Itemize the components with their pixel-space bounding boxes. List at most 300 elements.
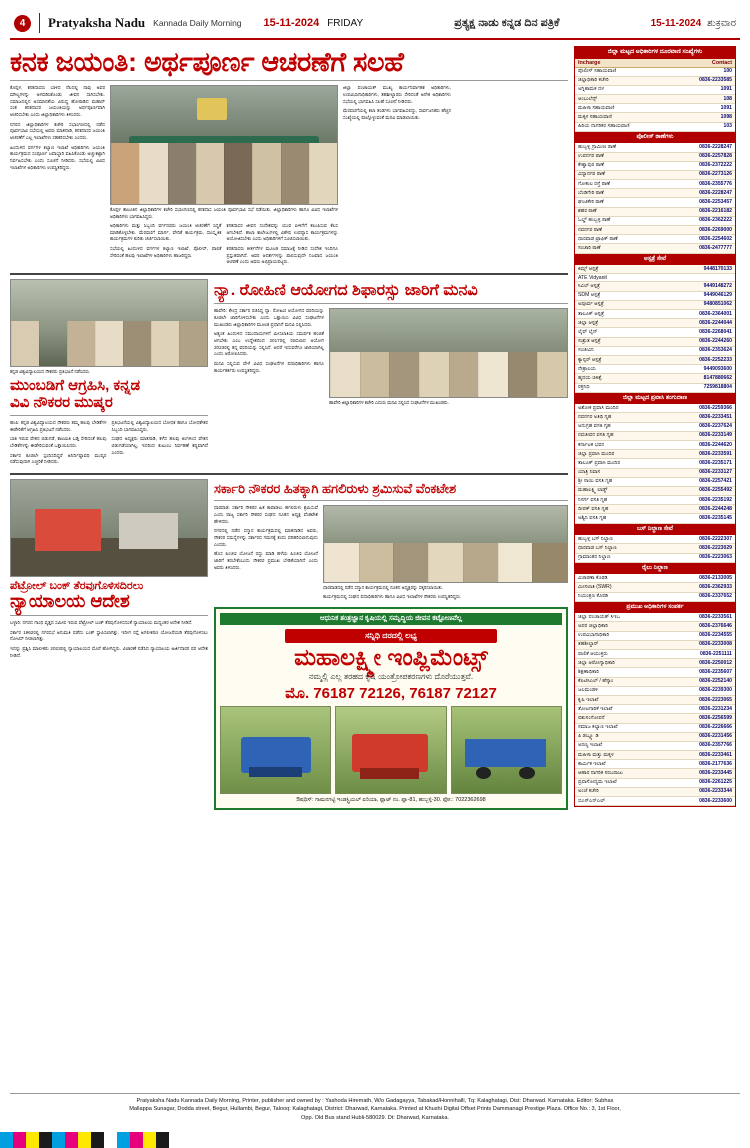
story4-block [214, 479, 568, 809]
col-contact: Contact [711, 59, 732, 66]
entry-phone[interactable]: 9449093600 [703, 365, 732, 372]
lead-column-1 [10, 85, 105, 269]
paragraph: ಸರ್ಕಾರ 1962ರಲ್ಲಿ ನಗರಸಭೆ ಅನುಮತಿ ಪಡೆದು ಬಂಕ್ ಸ್ಥಾಪಿಸಲಾಗಿತ್ತು. ಇದೀಗ ರಸ್ತೆ ಅಗಲೀಕರಣ ಯೋಜನೆಯಡಿ ತೆರವುಗೊಳಿಸಲು ನೋಟಿಸ್ ನೀಡಲಾಗಿತ್ತು. [10, 629, 208, 642]
directory-row [575, 226, 735, 235]
entry-phone[interactable]: 0836-2252233 [699, 356, 732, 363]
story-kannada-vv [10, 279, 208, 469]
story4-column-2 [323, 594, 568, 601]
story5-title-line1: ಪೆಟ್ರೋಲ್ ಬಂಕ್ ತೆರವುಗೊಳಿಸದಿರಲು [10, 580, 144, 593]
entry-phone[interactable]: 0836-2228247 [699, 143, 732, 150]
entry-name: ವಿಚಾರಣಾ ಕೊಠಡಿ [578, 574, 608, 581]
directory-sidebar [574, 46, 736, 1086]
story2-caption: ಹಾವೇರಿ ಜಿಲ್ಲಾಧಿಕಾರಿಗಳ ಕಚೇರಿ ಎದುರು ಮನವಿ ಸಲ್ಲಿಸಿದ ಸಂಘಟನೆಗಳ ಮುಖಂಡರು. [329, 400, 449, 406]
entry-phone[interactable]: 0836-2255492 [699, 487, 732, 494]
directory-section-header: ಪೊಲೀಸ್ ಠಾಣೆಗಳು [575, 132, 735, 144]
color-swatch [91, 1132, 104, 1148]
entry-phone[interactable]: 0836-2244044 [699, 319, 732, 326]
entry-phone[interactable]: 0836-2235192 [699, 496, 732, 503]
entry-phone[interactable]: 0836-2233585 [699, 77, 732, 84]
lead-story [10, 85, 568, 269]
color-swatch [52, 1132, 65, 1148]
paper-name: Pratyaksha Nadu [48, 15, 146, 30]
entry-phone[interactable]: 0836-2268041 [699, 328, 732, 335]
directory-row [575, 365, 735, 374]
entry-name: ರಕ್ತನಿಧಿ [578, 384, 590, 391]
directory-row [575, 668, 735, 677]
masthead-kannada-name: ಪ್ರತ್ಯಕ್ಷ ನಾಡು ಕನ್ನಡ ದಿನ ಪತ್ರಿಕೆ [454, 16, 560, 29]
entry-name: ಶಿಕ್ಷಣಾಧಿಕಾರಿ [578, 668, 599, 675]
entry-name: ಸಂಜೀವಿನಿ [578, 347, 594, 354]
entry-name: ಕರ್ನಾಟಕ ಭವನ [578, 441, 605, 448]
directory-row [575, 113, 735, 122]
story4-column-1 [214, 505, 318, 603]
entry-phone[interactable]: 1098 [720, 114, 732, 121]
paragraph: ನಗರದಲ್ಲಿ ನಡೆದ ಸನ್ಮಾನ ಕಾರ್ಯಕ್ರಮದಲ್ಲಿ ಮಾತನಾಡಿದ ಅವರು, ನೌಕರರ ಸಮಸ್ಯೆಗಳನ್ನು ಸರ್ಕಾರದ ಗಮನಕ್ಕೆ ತಂದು ಪರಿಹರಿಸಲಾಗುವುದು ಎಂದರು. [214, 528, 318, 547]
directory-row [575, 496, 735, 505]
lead-photo [110, 85, 338, 205]
directory-row [575, 292, 735, 301]
color-swatch [143, 1132, 156, 1148]
entry-name: ಗೋಕುಲ ರಸ್ತೆ ಠಾಣೆ [578, 180, 610, 187]
ad-title: ಮಹಾಲಕ್ಷ್ಮೀ ಇಂಪ್ಲಿಮೆಂಟ್ಸ್ [294, 644, 488, 671]
directory-row [575, 162, 735, 171]
entry-name: ನಿಸರ್ಗ ವಸತಿ ಗೃಹ [578, 496, 608, 503]
entry-name: ಅನುಗ್ರಹ ವಸತಿ ಗೃಹ [578, 423, 611, 430]
color-swatch [78, 1132, 91, 1148]
entry-name: ಸಮಾಜ ಕಲ್ಯಾಣ ಇಲಾಖೆ [578, 724, 618, 731]
paragraph: ಕನಕದಾಸರು ಕೀರ್ತನೆಗಳ ಮೂಲಕ ಸಮಾಜಕ್ಕೆ ನೀಡಿದ ಸಂದೇಶ ಇಂದಿಗೂ ಪ್ರಸ್ತುತವಾಗಿದೆ. ಅವರ ಆದರ್ಶಗಳನ್ನು ಪಾಲಿಸುವುದೇ ನಿಜವಾದ ಜಯಂತಿ ಆಚರಣೆ ಎಂದು ಅವರು ಅಭಿಪ್ರಾಯಪಟ್ಟರು. [226, 245, 338, 265]
entry-phone[interactable]: 1091 [720, 104, 732, 111]
story3-title-line2: ವಿವಿ ನೌಕರರ ಮುಷ್ಕರ [10, 393, 113, 411]
entry-phone[interactable]: 0836-2355776 [699, 180, 732, 187]
entry-phone[interactable]: 0836-2364001 [699, 310, 732, 317]
directory-row [575, 404, 735, 413]
entry-name: ಉಪನಗರ ಠಾಣೆ [578, 153, 604, 160]
directory-row [575, 68, 735, 77]
entry-name: ದೀಪಕ್ ವಸತಿ ಗೃಹ [578, 505, 609, 512]
entry-phone[interactable]: 0836-2251111 [699, 650, 732, 657]
entry-name: ಜಿಲ್ಲಾ ಪ್ರವಾಸಿ ಮಂದಿರ [578, 450, 615, 457]
color-swatch [117, 1132, 130, 1148]
entry-phone[interactable]: 0836-2237624 [699, 423, 732, 430]
entry-phone[interactable]: 0836-2244620 [699, 441, 732, 448]
entry-name: ತಾಲೂಕ್ ಪ್ರವಾಸಿ ಮಂದಿರ [578, 459, 621, 466]
entry-phone[interactable]: 0836-2223065 [699, 696, 732, 703]
entry-phone[interactable]: 0836-2233008 [699, 641, 732, 648]
paragraph: ಕಾರ್ಯಕ್ರಮದಲ್ಲಿ ಸಂಘದ ಪದಾಧಿಕಾರಿಗಳು ಹಾಗೂ ವಿವಿಧ ಇಲಾಖೆಗಳ ನೌಕರರು ಉಪಸ್ಥಿತರಿದ್ದರು. [323, 593, 462, 599]
entry-name: ಕೃಷಿ ಇಲಾಖೆ [578, 696, 599, 703]
directory-row [575, 779, 735, 788]
entry-phone[interactable]: 9449046129 [703, 292, 732, 299]
entry-phone[interactable]: 0836-2261225 [699, 779, 732, 786]
story3-title-line1: ಮುಂಬಡಿಗೆ ಆಗ್ರಹಿಸಿ, ಕನ್ನಡ [10, 377, 141, 395]
paragraph: ಸರ್ಕಾರ ಕೂಡಲೇ ಸ್ಪಂದಿಸದಿದ್ದರೆ ಅನಿರ್ದಿಷ್ಟಾವಧಿ ಮುಷ್ಕರ ನಡೆಸುವುದಾಗಿ ಎಚ್ಚರಿಕೆ ನೀಡಿದರು. [10, 452, 107, 465]
entry-name: ಆಂಬುಲೆನ್ಸ್ [578, 95, 598, 102]
color-swatch [26, 1132, 39, 1148]
entry-name: ಪಿ ಡಬ್ಲ್ಯೂ ಡಿ [578, 733, 599, 740]
color-swatch [13, 1132, 26, 1148]
masthead-day: FRIDAY [327, 17, 364, 29]
story3-column-2 [112, 420, 209, 469]
entry-phone[interactable]: 0836-2244260 [699, 338, 732, 345]
directory-row [575, 143, 735, 152]
story5-block [10, 479, 208, 809]
entry-phone[interactable]: 103 [723, 123, 732, 130]
entry-name: ಸಂಚಾರಿ ಠಾಣೆ [578, 244, 601, 251]
entry-phone[interactable]: 0836-2222307 [699, 535, 732, 542]
directory-row [575, 384, 735, 393]
paragraph: ನಗರದ ಜಿಲ್ಲಾಧಿಕಾರಿಗಳ ಕಚೇರಿ ಸಭಾಂಗಣದಲ್ಲಿ ನಡೆದ ಪೂರ್ವಭಾವಿ ಸಭೆಯಲ್ಲಿ ಅವರು ಮಾತನಾಡಿ, ಕನಕದಾಸರ ಜಯಂತಿ ಆಚರಣೆಗೆ ಎಲ್ಲ ಇಲಾಖೆಗಳು ಸಹಕರಿಸಬೇಕು ಎಂದರು. [10, 121, 105, 140]
entry-name: ಮಹಾಲಕ್ಷ್ಮಿ ಲಾಡ್ಜ್ [578, 487, 608, 494]
story-rohini-commission [214, 279, 568, 469]
entry-name: ಶಹರ ಠಾಣೆ [578, 208, 597, 215]
directory-row [575, 77, 735, 86]
col-incharge: Incharge [578, 59, 601, 66]
entry-phone[interactable]: 0836-2233344 [699, 788, 732, 795]
paragraph: ಬಾಕಿ ಇರುವ ವೇತನ ಬಿಡುಗಡೆ, ಕಾಲಮಿತಿ ಬಡ್ತಿ ಸೇರಿದಂತೆ ಹಲವು ಬೇಡಿಕೆಗಳನ್ನು ಈಡೇರಿಸುವಂತೆ ಒತ್ತಾಯಿಸಿದರು. [10, 436, 107, 449]
directory-row [575, 319, 735, 328]
entry-name: ಪಶುಸಂಗೋಪನೆ [578, 714, 605, 721]
entry-phone[interactable]: 0836-2233445 [699, 770, 732, 777]
paragraph: ಪ್ರತಿಭಟನೆಯಲ್ಲಿ ವಿಶ್ವವಿದ್ಯಾಲಯದ ಬೋಧಕ ಹಾಗೂ ಬೋಧಕೇತರ ಸಿಬ್ಬಂದಿ ಭಾಗವಹಿಸಿದ್ದರು. [111, 420, 208, 432]
directory-row [575, 189, 735, 198]
color-swatch [156, 1132, 169, 1148]
directory-row [575, 659, 735, 668]
directory-row [575, 469, 735, 478]
entry-name: ನಿಯಂತ್ರಣ ಕೊಠಡಿ [578, 593, 609, 600]
entry-phone[interactable]: 0836-2233149 [699, 432, 732, 439]
page-number-badge: 4 [14, 15, 31, 32]
directory-row [575, 788, 735, 797]
entry-phone[interactable]: 0836-2253457 [699, 199, 732, 206]
lead-headline: ಕನಕ ಜಯಂತಿ: ಅರ್ಥಪೂರ್ಣ ಆಚರಣೆಗೆ ಸಲಹೆ [10, 46, 568, 81]
directory-row [575, 432, 735, 441]
directory-row [575, 622, 735, 631]
ad-address: ಔಷಧಿಸ್: ಗಾಮನಗಟ್ಟಿ ಇಂಡಸ್ಟ್ರಿಯಲ್ ಏರಿಯಾ, ಪ್ಲಾಟ್ ನಂ. ಪ್ಲಾ-81, ಹುಬ್ಬಳ್ಳಿ-30. ಫೋ.: 7022362698 [296, 796, 486, 803]
entry-phone[interactable]: 0836-2233127 [699, 469, 732, 476]
entry-name: ಕೇಶ್ವಾಪುರ ಠಾಣೆ [578, 162, 604, 169]
entry-name: ಮಕ್ಕಳ ಸಹಾಯವಾಣಿ [578, 114, 612, 121]
story4-title: ಸರ್ಕಾರಿ ನೌಕರರ ಹಿತಕ್ಕಾಗಿ ಹಗಲಿರುಳು ಶ್ರಮಿಸುವೆ ವೆಂಕಟೇಶ [214, 481, 457, 497]
lead-column-2 [110, 223, 222, 269]
entry-phone[interactable]: 0836-2244248 [699, 505, 732, 512]
entry-name: ಬಿಎಸ್ಎನ್ಎಲ್ [578, 797, 606, 804]
directory-row [575, 742, 735, 751]
story5-photo [10, 479, 208, 577]
entry-name: ಸಿವಿಲ್ ಆಸ್ಪತ್ರೆ [578, 283, 600, 290]
entry-phone[interactable]: 7259818804 [703, 384, 732, 391]
directory-row [575, 650, 735, 659]
ad-top-strip: ಆಧುನಿಕ ತಂತ್ರಜ್ಞಾನ ಕೃಷಿಯಲ್ಲಿ ಸಮೃದ್ಧಿಯ ಜೀವನ ಕಟ್ಟೋಣವೆಲ್ಲ [220, 613, 562, 625]
directory-row [575, 265, 735, 274]
entry-phone[interactable]: 9448170133 [703, 265, 732, 272]
color-swatch [104, 1132, 117, 1148]
entry-phone[interactable]: 0836-2133005 [699, 574, 732, 581]
entry-name: ATE Vidyanit [578, 274, 607, 281]
entry-name: ಜಿಲ್ಲಾ ಆಸ್ಪತ್ರೆ [578, 319, 599, 326]
paragraph: ಕನಕದಾಸರ ಜೀವನ ಸಂದೇಶವನ್ನು ಯುವ ಪೀಳಿಗೆಗೆ ತಲುಪಿಸುವ ಕೆಲಸ ಆಗಬೇಕಿದೆ. ಶಾಲಾ ಕಾಲೇಜುಗಳಲ್ಲಿ ವಿಶೇಷ ಉಪನ್ಯಾಸ ಕಾರ್ಯಕ್ರಮಗಳನ್ನು ಆಯೋಜಿಸಬೇಕು ಎಂದು ಅಧಿಕಾರಿಗಳಿಗೆ ಸೂಚಿಸಲಾಯಿತು. [226, 222, 338, 242]
directory-row [575, 104, 735, 113]
directory-row [575, 535, 735, 544]
entry-name: ಜಲಮಂಡಳಿ [578, 687, 598, 694]
ad-product-image-trailer [451, 706, 562, 794]
directory-row [575, 705, 735, 714]
ad-product-images [220, 706, 562, 794]
entry-phone[interactable]: 0836-2231234 [699, 705, 732, 712]
entry-phone[interactable]: 0836-2231456 [699, 733, 732, 740]
directory-row [575, 769, 735, 778]
entry-phone[interactable]: 0836-2376646 [699, 623, 732, 630]
entry-name: ಅಪರ ಜಿಲ್ಲಾಧಿಕಾರಿ [578, 623, 608, 630]
directory-row [575, 751, 735, 760]
entry-name: ಹುಬ್ಬಳ್ಳಿ ಗ್ರಾಮೀಣ ಠಾಣೆ [578, 143, 617, 150]
entry-name: ಯಾತ್ರಿ ನಿವಾಸ [578, 469, 601, 476]
footer-line-3: Opp. Old Bus stand Hubli-580029. Dt: Dharwad, Karnataka. [300, 1114, 449, 1121]
entry-phone[interactable]: 0836-2235145 [699, 515, 732, 522]
entry-phone[interactable]: 0836-2223063 [699, 554, 732, 561]
masthead-date: 15-11-2024 [263, 17, 320, 29]
story4-photo [323, 505, 568, 583]
footer-line-2: Mallappa Sunagar, Dodda street, Begur, Hullambi, Begur, Talooq: Kalaghatagi, District: Dharwad, Karnataka. Printed at Khushi Digital Offset Prints Dammanagi Prestige Plaza. Office No.: 3, 1st Floor, [129, 1106, 621, 1113]
main-content [10, 46, 568, 1086]
entry-phone[interactable]: 0836-2250012 [699, 659, 732, 666]
page-footer [10, 1093, 740, 1122]
entry-name: ಹಿರಿಯ ನಾಗರಿಕರ ಸಹಾಯವಾಣಿ [578, 123, 630, 130]
masthead [10, 10, 740, 40]
directory-row [575, 274, 735, 282]
entry-phone[interactable]: 0836-2233451 [699, 413, 732, 420]
entry-name: ನವಜೀವನ ವಸತಿ ಗೃಹ [578, 432, 614, 439]
directory-row [575, 760, 735, 769]
directory-row [575, 641, 735, 650]
entry-phone[interactable]: 0836-2269000 [699, 226, 732, 233]
directory-row [575, 583, 735, 592]
directory-section-header: ಜಿಲ್ಲಾ ಮಟ್ಟದ ಅಧಿಕಾರಿಗಳ ದೂರವಾಣಿ ಸಂಖ್ಯೆಗಳು [575, 47, 735, 59]
directory-row [575, 450, 735, 459]
directory-row [575, 544, 735, 553]
directory-row [575, 413, 735, 422]
masthead-right [651, 18, 736, 29]
directory-row [575, 687, 735, 696]
directory-section-header: ಬಸ್ ನಿಲ್ದಾಣ ಸೇವೆ [575, 524, 735, 536]
directory-row [575, 514, 735, 523]
color-swatch [39, 1132, 52, 1148]
entry-phone[interactable]: 0836-2357766 [699, 742, 732, 749]
paragraph: ಅಧಿಕಾರಿಗಳು ಮತ್ತು ಸಿಬ್ಬಂದಿ ವರ್ಗದವರು ಜಯಂತಿ ಆಚರಣೆಗೆ ಸಿದ್ಧತೆ ಮಾಡಿಕೊಳ್ಳಬೇಕು. ಮೆರವಣಿಗೆ ಮಾರ್ಗ, ವೇದಿಕೆ ಕಾರ್ಯಕ್ರಮ, ಸಾಂಸ್ಕೃತಿಕ ಕಾರ್ಯಕ್ರಮಗಳ ಕುರಿತು ಚರ್ಚಿಸಲಾಯಿತು. [110, 222, 222, 242]
paragraph: ಅತ್ಯಂತ ಹಿಂದುಳಿದ ಸಮುದಾಯಗಳಿಗೆ ಮೀಸಲಾತಿಯ ಸಮರ್ಪಕ ಹಂಚಿಕೆ ಆಗಬೇಕು ಎಂಬ ಉದ್ದೇಶದಿಂದ 2017ರಲ್ಲಿ ರಚಿಸಲಾದ ಆಯೋಗ 2023ರಲ್ಲಿ ತನ್ನ ವರದಿಯನ್ನು ಸಲ್ಲಿಸಿದೆ. ಆದರೆ ಇದುವರೆಗೂ ಜಾರಿಯಾಗಿಲ್ಲ ಎಂದು ಆರೋಪಿಸಿದರು. [214, 331, 324, 357]
entry-name: ಕಾರ್ಮಿಕ ಇಲಾಖೆ [578, 760, 606, 767]
entry-name: ಧಾರವಾಡ ಟ್ರಾಫಿಕ್ ಠಾಣೆ [578, 235, 618, 242]
directory-row [575, 574, 735, 583]
directory-row [575, 328, 735, 337]
entry-phone[interactable]: 0836-2223029 [699, 544, 732, 551]
entry-phone[interactable]: 0836-2233561 [699, 613, 732, 620]
directory-row [575, 338, 735, 347]
entry-name: ಪೊಲೀಸ್ ಸಹಾಯವಾಣಿ [578, 68, 617, 75]
entry-phone[interactable]: 0836-2257828 [699, 153, 732, 160]
directory-table [574, 46, 736, 807]
entry-phone[interactable]: 0836-2228247 [699, 189, 732, 196]
footer-line-1: Pratyaksha Nadu Kannada Daily Morning, Printer, publisher and owned by : Yashoda Hiremath, W/o Gadagayya, Tabakad/Honnihalli, Tq: Kalaghatagi, Dist: Dharwad. Karnataka. Editor: Subhas [136, 1097, 614, 1104]
directory-row [575, 198, 735, 207]
paragraph: ಜಿಲ್ಲಾ ಪಂಚಾಯತ್ ಮುಖ್ಯ ಕಾರ್ಯನಿರ್ವಾಹಕ ಅಧಿಕಾರಿಗಳು, ಉಪವಿಭಾಗಾಧಿಕಾರಿಗಳು, ತಹಶೀಲ್ದಾರರು ಸೇರಿದಂತೆ ಅನೇಕ ಅಧಿಕಾರಿಗಳು ಸಭೆಯಲ್ಲಿ ಭಾಗವಹಿಸಿ ಸಲಹೆ ಸೂಚನೆ ನೀಡಿದರು. [343, 85, 451, 104]
entry-phone[interactable]: 8147880662 [703, 374, 732, 381]
entry-name: ಹೃದಯ ಚಿಕಿತ್ಸೆ [578, 374, 602, 381]
entry-name: ಸುಶ್ರುತ ಆಸ್ಪತ್ರೆ [578, 338, 601, 345]
directory-row [575, 217, 735, 226]
entry-phone[interactable]: 0836-2233461 [699, 751, 732, 758]
masthead-day-kannada: ಶುಕ್ರವಾರ [707, 17, 736, 29]
entry-phone[interactable]: 0836-2257421 [699, 478, 732, 485]
entry-phone[interactable]: 0836-2216182 [699, 208, 732, 215]
story5-title-line2: ನ್ಯಾಯಾಲಯ ಆದೇಶ [10, 591, 130, 612]
directory-row [575, 171, 735, 180]
directory-section-header: ರೈಲು ನಿಲ್ದಾಣ [575, 563, 735, 575]
entry-name: ಆಹಾರ ನಾಗರಿಕ ಸರಬರಾಜು [578, 770, 623, 777]
story2-title: ನ್ಯಾ. ರೋಹಿಣಿ ಆಯೋಗದ ಶಿಫಾರಸ್ಸು ಜಾರಿಗೆ ಮನವಿ [214, 281, 478, 299]
directory-row [575, 554, 735, 563]
entry-name: ಧಾರವಾಡ ಬಸ್ ನಿಲ್ದಾಣ [578, 544, 617, 551]
directory-column-headers [575, 59, 735, 68]
entry-phone[interactable]: 0836-2259366 [699, 404, 732, 411]
entry-phone[interactable]: 0836-2239300 [699, 687, 732, 694]
color-swatch [0, 1132, 13, 1148]
paragraph: ಹಿಂದುಳಿದ ವರ್ಗಗಳ ಕಲ್ಯಾಣ ಇಲಾಖೆ ಅಧಿಕಾರಿಗಳು ಜಯಂತಿ ಕಾರ್ಯಕ್ರಮದ ಸಂಪೂರ್ಣ ಜವಾಬ್ದಾರಿ ವಹಿಸಿಕೊಂಡು ಅಚ್ಚುಕಟ್ಟಾಗಿ ನಿರ್ವಹಿಸಬೇಕು ಎಂದು ಸೂಚನೆ ನೀಡಿದರು. ಸಭೆಯಲ್ಲಿ ವಿವಿಧ ಇಲಾಖೆಗಳ ಅಧಿಕಾರಿಗಳು ಉಪಸ್ಥಿತರಿದ್ದರು. [10, 144, 105, 170]
directory-row [575, 244, 735, 253]
entry-phone[interactable]: 0836-2233591 [699, 450, 732, 457]
entry-name: ತೋಟಗಾರಿಕೆ ಇಲಾಖೆ [578, 705, 613, 712]
entry-name: ನೇತ್ರಾಲಯ [578, 365, 596, 372]
directory-row [575, 208, 735, 217]
entry-phone[interactable]: 100 [723, 68, 732, 75]
directory-row [575, 356, 735, 365]
story4-caption: ಧಾರವಾಡದಲ್ಲಿ ನಡೆದ ಸನ್ಮಾನ ಕಾರ್ಯಕ್ರಮದಲ್ಲಿ ನೂತನ ಅಧ್ಯಕ್ಷರನ್ನು ಸತ್ಕರಿಸಲಾಯಿತು. [323, 585, 444, 591]
directory-row [575, 423, 735, 432]
directory-row [575, 459, 735, 468]
entry-name: ವಿದ್ಯಾನಗರ ಠಾಣೆ [578, 171, 605, 178]
entry-name: ಜಿಲ್ಲಾ ಪಂಚಾಯತ್ ಸಿಇಒ [578, 613, 621, 620]
entry-name: ಅಪೂರ್ವ ಆಸ್ಪತ್ರೆ [578, 301, 604, 308]
entry-phone[interactable]: 0836-2235607 [699, 668, 732, 675]
entry-name: ಅರಣ್ಯ ಇಲಾಖೆ [578, 742, 603, 749]
directory-row [575, 86, 735, 95]
entry-name: ಮೀಸಲಾತಿ (SWR) [578, 583, 612, 590]
entry-phone[interactable]: 0836-2477777 [699, 244, 732, 251]
entry-name: ಓಲ್ಡ್ ಹುಬ್ಬಳ್ಳಿ ಠಾಣೆ [578, 217, 611, 224]
paragraph: ಹಂಪಿ: ಕನ್ನಡ ವಿಶ್ವವಿದ್ಯಾಲಯದ ನೌಕರರು ತಮ್ಮ ಹಲವು ಬೇಡಿಕೆಗಳ ಈಡೇರಿಕೆಗೆ ಆಗ್ರಹಿಸಿ ಪ್ರತಿಭಟನೆ ನಡೆಸಿದರು. [10, 420, 107, 432]
entry-name: ನವನಗರ ಅತಿಥಿ ಗೃಹ [578, 413, 612, 420]
ad-subtitle: ನಮ್ಮಲ್ಲಿ ಎಲ್ಲ ತರಹದ ಕೃಷಿ ಯಂತ್ರೋಪಕರಣಗಳು ದೊರೆಯುತ್ತವೆ. [308, 671, 474, 681]
entry-name: ಅಂಚೆ ಕಚೇರಿ [578, 788, 599, 795]
paragraph: ಕೊಪ್ಪಳ, ಕನಕದಾಸರು ಬಾಳಿದ ನೆಲದಲ್ಲಿ ನಾವು ಅವರ ಮೌಲ್ಯಗಳನ್ನು ಅಳವಡಿಸಿಕೊಂಡು ಜೀವನ ಸಾಗಿಸಬೇಕು. ಸಮಾಜದಲ್ಲಿನ ಅಸಮಾನತೆಯ ವಿರುದ್ಧ ಹೋರಾಡಿದ ಮಹಾನ್ ಸಂತ ಕನಕದಾಸರ ಜಯಂತಿಯನ್ನು ಅರ್ಥಪೂರ್ಣವಾಗಿ ಆಚರಿಸಬೇಕು ಎಂದು ಜಿಲ್ಲಾಧಿಕಾರಿಗಳು ತಿಳಿಸಿದರು. [10, 85, 105, 117]
entry-phone[interactable]: 0836-2337652 [699, 593, 732, 600]
entry-name: ಕಿಮ್ಸ್ ಆಸ್ಪತ್ರೆ [578, 265, 599, 272]
paragraph: ಹೊಸ ಪಿಂಚಣಿ ಯೋಜನೆ ರದ್ದು ಮಾಡಿ ಹಳೆಯ ಪಿಂಚಣಿ ಯೋಜನೆ ಜಾರಿಗೆ ತರಬೇಕೆಂಬುದು ನೌಕರರ ಪ್ರಮುಖ ಬೇಡಿಕೆಯಾಗಿದೆ ಎಂದು ಅವರು ತಿಳಿಸಿದರು. [214, 551, 318, 570]
paragraph: ಬಳ್ಳಾರಿ: ನಗರದ ಗಾಂಧಿ ವೃತ್ತದ ಸಮೀಪ ಇರುವ ಪೆಟ್ರೋಲ್ ಬಂಕ್ ತೆರವುಗೊಳಿಸದಂತೆ ನ್ಯಾಯಾಲಯ ಮಧ್ಯಂತರ ಆದೇಶ ನೀಡಿದೆ. [10, 620, 193, 626]
masthead-date-right: 15-11-2024 [650, 17, 702, 29]
entry-phone[interactable]: 0836-2372222 [699, 162, 732, 169]
story3-column-1 [10, 420, 107, 469]
directory-row [575, 632, 735, 641]
paragraph: ಇದನ್ನು ಪ್ರಶ್ನಿಸಿ ಮಾಲೀಕರು 2023ರಲ್ಲಿ ನ್ಯಾಯಾಲಯದ ಮೊರೆ ಹೋಗಿದ್ದರು. ವಿಚಾರಣೆ ನಡೆಸಿದ ನ್ಯಾಯಾಲಯ ಅರ್ಜಿದಾರರ ಪರ ಆದೇಶ ನೀಡಿದೆ. [10, 646, 208, 658]
directory-row [575, 347, 735, 356]
entry-name: ಕೆಪಿಟಿಸಿಎಲ್ / ಹೆಸ್ಕಾಂ [578, 678, 614, 685]
directory-row [575, 478, 735, 487]
entry-name: ಗ್ರಾಮಾಂತರ ನಿಲ್ದಾಣ [578, 554, 611, 561]
entry-name: ತಹಶೀಲ್ದಾರ್ [578, 641, 599, 648]
directory-row [575, 95, 735, 104]
lead-column-4 [343, 85, 451, 269]
paper-subtitle: Kannada Daily Morning [153, 18, 242, 28]
paragraph: ಸಭೆಯಲ್ಲಿ ಹಿಂದುಳಿದ ವರ್ಗಗಳ ಕಲ್ಯಾಣ ಇಲಾಖೆ, ಪೊಲೀಸ್, ಪಾಲಿಕೆ ಸೇರಿದಂತೆ ಹಲವು ಇಲಾಖೆಗಳ ಅಧಿಕಾರಿಗಳು ಹಾಜರಿದ್ದರು. [110, 245, 222, 258]
entry-phone[interactable]: 0836-2233600 [699, 797, 732, 804]
entry-name: ಶ್ರೀ ಸಾಯಿ ವಸತಿ ಗೃಹ [578, 478, 613, 485]
directory-section-header: ಪ್ರಮುಖ ಅಧಿಕಾರಿಗಳ ಸಂಪರ್ಕ [575, 602, 735, 614]
ad-ribbon: ಸನ್ನಿಧಿ ದರದಲ್ಲಿ ಲಭ್ಯ [285, 629, 497, 643]
entry-name: ಬೆಂಡಿಗೇರಿ ಠಾಣೆ [578, 189, 604, 196]
entry-phone[interactable]: 9480851062 [703, 301, 732, 308]
lead-column-3 [227, 223, 339, 269]
color-swatch [130, 1132, 143, 1148]
entry-name: SDM ಆಸ್ಪತ್ರೆ [578, 292, 601, 299]
entry-phone[interactable]: 0836-2256599 [699, 714, 732, 721]
ad-phone[interactable]: ಮೊ. 76187 72126, 76187 72127 [285, 684, 497, 702]
entry-phone[interactable]: 0836-2362933 [699, 583, 732, 590]
entry-name: ಘಂಟಿಕೇರಿ ಠಾಣೆ [578, 199, 604, 206]
lead-photo-caption: ಕೊಪ್ಪಳ ತಾಲೂಕಿನ ಜಿಲ್ಲಾಧಿಕಾರಿಗಳ ಕಚೇರಿ ಸಭಾಂಗಣದಲ್ಲಿ ಕನಕದಾಸ ಜಯಂತಿ ಪೂರ್ವಭಾವಿ ಸಭೆ ನಡೆಯಿತು. ಜಿಲ್ಲಾಧಿಕಾರಿಗಳು ಹಾಗೂ ವಿವಿಧ ಇಲಾಖೆಗಳ ಅಧಿಕಾರಿಗಳು ಭಾಗವಹಿಸಿದ್ದರು. [110, 207, 338, 219]
entry-name: ಅಗ್ನಿಶಾಮಕ ದಳ [578, 86, 605, 93]
paragraph: ಮನವಿ ಸಲ್ಲಿಸುವ ವೇಳೆ ವಿವಿಧ ಸಂಘಟನೆಗಳ ಪದಾಧಿಕಾರಿಗಳು ಹಾಗೂ ಕಾರ್ಯಕರ್ತರು ಉಪಸ್ಥಿತರಿದ್ದರು. [214, 361, 324, 373]
directory-row [575, 696, 735, 705]
directory-row [575, 180, 735, 189]
print-color-bar [0, 1132, 750, 1148]
entry-name: ಅಶೋಕ ಪ್ರವಾಸಿ ಮಂದಿರ [578, 404, 619, 411]
entry-name: ನವನಗರ ಠಾಣೆ [578, 226, 603, 233]
entry-phone[interactable]: 0836-2252140 [699, 678, 732, 685]
entry-name: ಪಾಲಿಕೆ ಆಯುಕ್ತರು [578, 650, 608, 657]
paragraph: ಹಾವೇರಿ: ಕೇಂದ್ರ ಸರ್ಕಾರ ರಚಿಸಿದ್ದ ನ್ಯಾ. ರೋಹಿಣಿ ಆಯೋಗದ ವರದಿಯನ್ನು ಕೂಡಲೇ ಜಾರಿಗೊಳಿಸಬೇಕು ಎಂದು ಒತ್ತಾಯಿಸಿ ವಿವಿಧ ಸಂಘಟನೆಗಳ ಮುಖಂಡರು ಜಿಲ್ಲಾಧಿಕಾರಿಗಳ ಮೂಲಕ ಪ್ರಧಾನಿಗೆ ಮನವಿ ಸಲ್ಲಿಸಿದರು. [214, 308, 324, 327]
entry-phone[interactable]: 0836-2362222 [699, 217, 732, 224]
entry-name: ಉಪವಿಭಾಗಾಧಿಕಾರಿ [578, 632, 610, 639]
entry-phone[interactable]: 0836-2273126 [699, 171, 732, 178]
directory-section-header: ಜಿಲ್ಲಾ ಮಟ್ಟದ ಪ್ರವಾಸಿ ತಂಗುದಾಣ [575, 393, 735, 405]
directory-row [575, 301, 735, 310]
entry-name: ಜಿಲ್ಲಾಧಿಕಾರಿ ಕಚೇರಿ [578, 77, 609, 84]
directory-row [575, 678, 735, 687]
directory-row [575, 374, 735, 383]
directory-row [575, 593, 735, 602]
entry-phone[interactable]: 1091 [720, 86, 732, 93]
paragraph: ಮೆರವಣಿಗೆಯಲ್ಲಿ ಕಲಾ ತಂಡಗಳು ಭಾಗವಹಿಸಲಿದ್ದು, ಸಾರ್ವಜನಿಕರು ಹೆಚ್ಚಿನ ಸಂಖ್ಯೆಯಲ್ಲಿ ಪಾಲ್ಗೊಳ್ಳುವಂತೆ ಮನವಿ ಮಾಡಲಾಯಿತು. [343, 108, 451, 120]
directory-row [575, 282, 735, 291]
entry-phone[interactable]: 0836-2234555 [699, 632, 732, 639]
entry-phone[interactable]: 9449148272 [703, 283, 732, 290]
entry-name: ಜಿಲ್ಲಾ ಆರೋಗ್ಯಾಧಿಕಾರಿ [578, 659, 615, 666]
directory-row [575, 310, 735, 319]
entry-phone[interactable]: 0836-2353624 [699, 347, 732, 354]
color-swatch [65, 1132, 78, 1148]
entry-name: ಲೈಫ್ ಲೈನ್ [578, 328, 598, 335]
entry-phone[interactable]: 0836-2226666 [699, 724, 732, 731]
entry-phone[interactable]: 0836-2177636 [699, 760, 732, 767]
advertisement[interactable] [214, 607, 568, 809]
entry-phone[interactable]: 108 [723, 95, 732, 102]
entry-phone[interactable]: 0836-2235171 [699, 459, 732, 466]
story5-body [10, 620, 208, 659]
ad-product-image-rotavator [335, 706, 446, 794]
directory-row [575, 724, 735, 733]
entry-phone[interactable]: 0836-2254602 [699, 235, 732, 242]
